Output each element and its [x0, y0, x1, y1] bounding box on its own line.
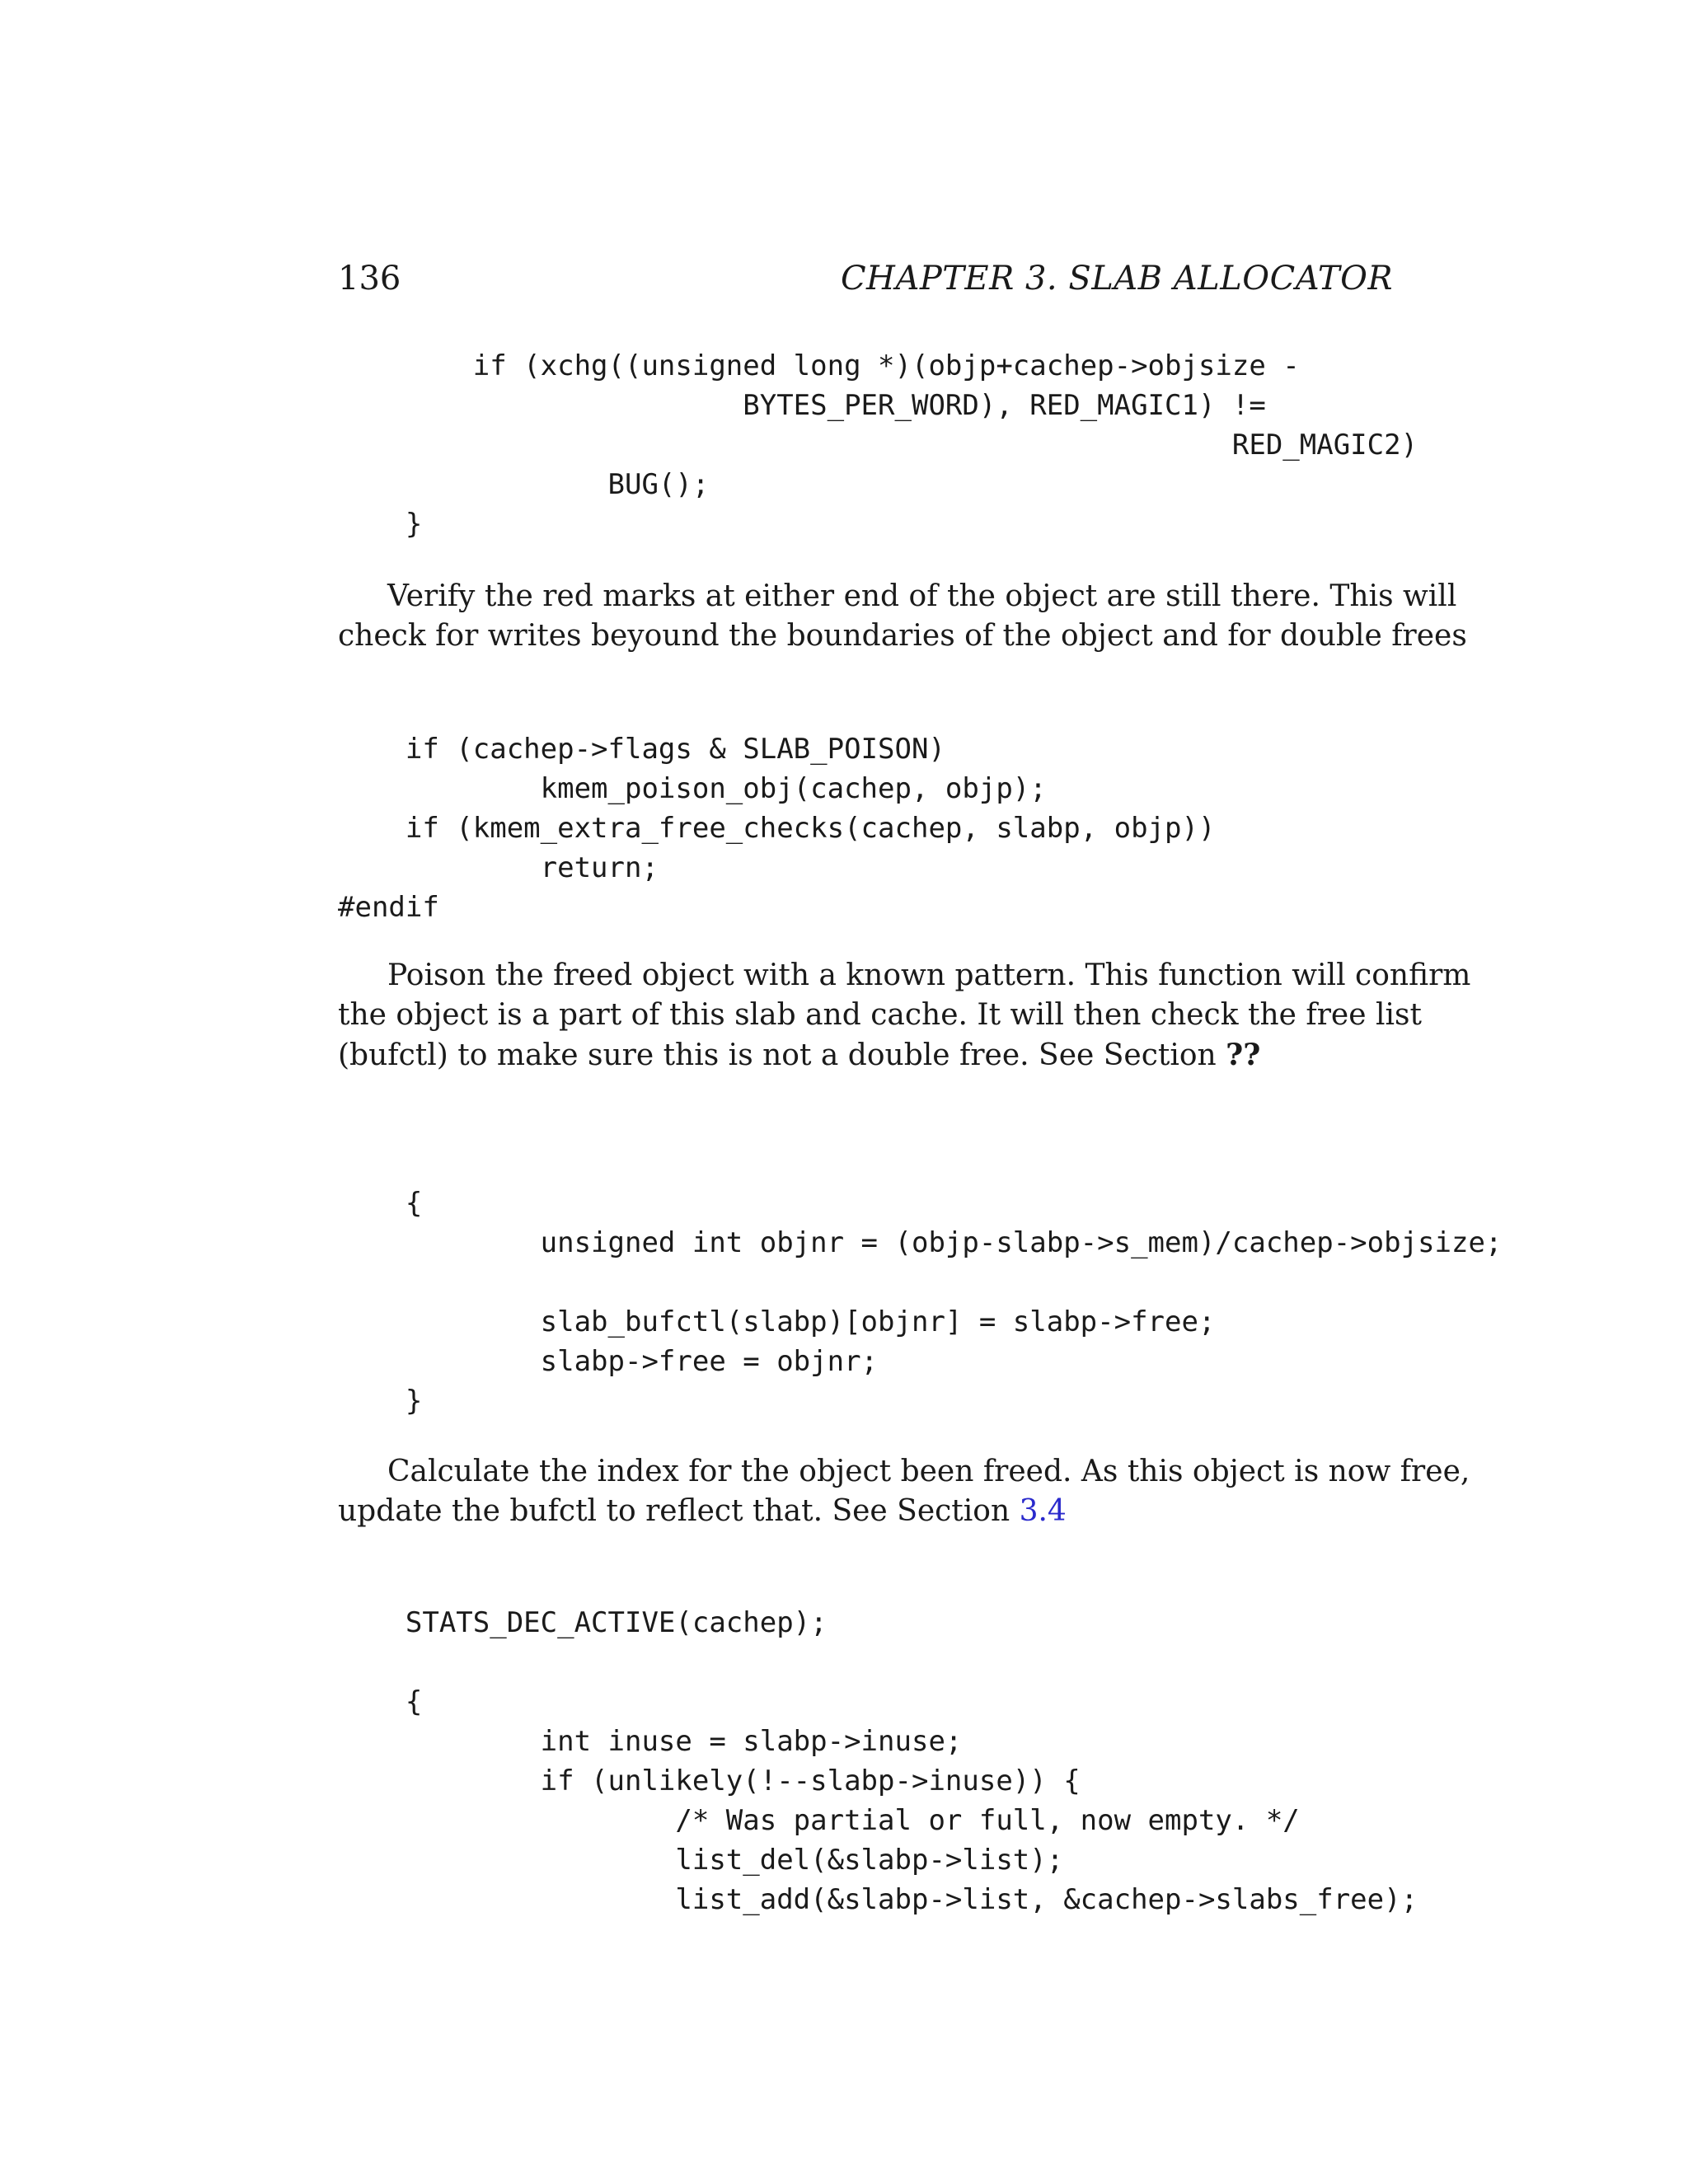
code-block-poison-check: if (cachep->flags & SLAB_POISON) kmem_poison_obj(cachep, objp); if (kmem_extra_free_checks(cachep, slabp, objp)) return; #endif — [338, 733, 1216, 924]
running-header-title: CHAPTER 3. SLAB ALLOCATOR — [840, 260, 1393, 298]
paragraph-line: Verify the red marks at either end of the object are still there. This will — [387, 579, 1457, 613]
paragraph-poison — [338, 956, 1471, 1076]
code-block-red-magic-check: if (xchg((unsigned long *)(objp+cachep->objsize - BYTES_PER_WORD), RED_MAGIC1) != RED_MAGIC2) BUG(); } — [405, 349, 1418, 541]
section-reference-unresolved[interactable]: ?? — [1226, 1038, 1261, 1072]
page-number: 136 — [338, 260, 401, 298]
paragraph-calculate-index — [338, 1452, 1470, 1531]
paragraph-line: (bufctl) to make sure this is not a double free. See Section ?? — [338, 1038, 1261, 1072]
paragraph-line: Poison the freed object with a known pattern. This function will confirm — [387, 958, 1471, 992]
paragraph-red-marks — [338, 577, 1467, 656]
section-reference-link[interactable]: 3.4 — [1019, 1494, 1067, 1528]
code-block-stats-dec-active: STATS_DEC_ACTIVE(cachep); { int inuse = slabp->inuse; if (unlikely(!--slabp->inuse)) { /* Was partial or full, now empty. */ list_del(&slabp->list); list_add(&slabp->list, &cachep->slabs_free); — [405, 1606, 1418, 1916]
paragraph-line: update the bufctl to reflect that. See Section 3.4 — [338, 1494, 1067, 1528]
paragraph-line: check for writes beyound the boundaries of the object and for double frees — [338, 619, 1467, 653]
code-block-bufctl-update: { unsigned int objnr = (objp-slabp->s_mem)/cachep->objsize; slab_bufctl(slabp)[objnr] = slabp->free; slabp->free = objnr; } — [405, 1187, 1503, 1418]
paragraph-line: the object is a part of this slab and cache. It will then check the free list — [338, 998, 1422, 1032]
paragraph-line: Calculate the index for the object been freed. As this object is now free, — [387, 1455, 1470, 1488]
